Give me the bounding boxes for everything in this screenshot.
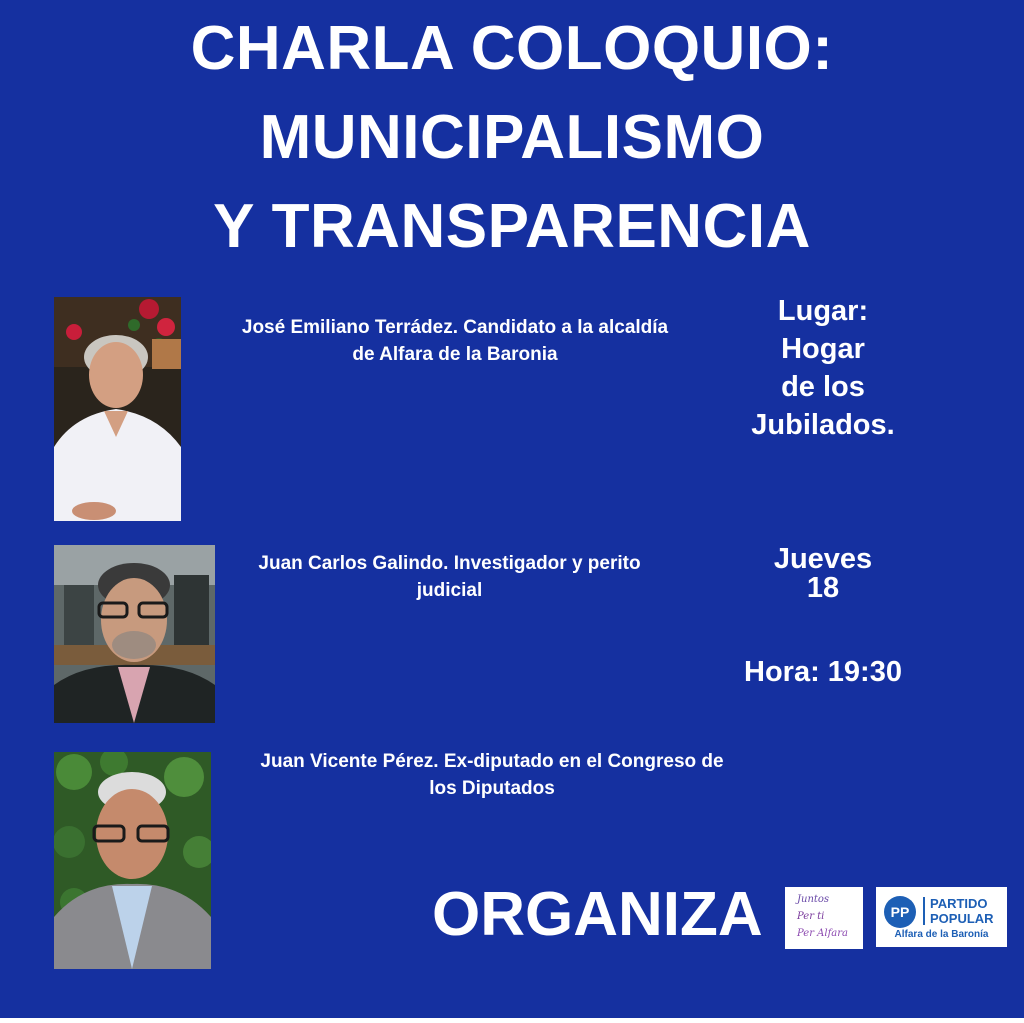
speaker-3-line-2: los Diputados	[429, 778, 555, 799]
place-line-1: Hogar	[781, 333, 865, 365]
title-line-3: Y TRANSPARENCIA	[213, 192, 811, 261]
title-line-2: MUNICIPALISMO	[259, 103, 765, 172]
organiza-label: ORGANIZA	[432, 880, 763, 949]
pp-name-line-1: PARTIDO	[930, 896, 988, 911]
event-place	[723, 292, 923, 444]
speaker-3-line-1: Juan Vicente Pérez. Ex-diputado en el Congreso de	[260, 751, 724, 772]
pp-subtitle: Alfara de la Baronía	[894, 929, 989, 940]
event-date-number: 18	[806, 572, 840, 604]
speaker-1-photo	[54, 297, 181, 521]
place-line-2: de los	[781, 371, 865, 403]
place-label: Lugar:	[777, 295, 869, 327]
speaker-2-caption	[222, 550, 677, 604]
place-line-3: Jubilados.	[751, 409, 895, 441]
partido-popular-logo	[876, 887, 1007, 947]
event-day: Jueves	[773, 543, 873, 575]
juntos-logo-line-3: Per Alfara	[797, 928, 848, 939]
juntos-logo-line-1: Juntos	[797, 894, 830, 905]
pp-divider	[923, 897, 925, 925]
title-line-1: CHARLA COLOQUIO:	[190, 14, 834, 83]
speaker-3-photo	[54, 752, 211, 969]
speaker-1-line-1: José Emiliano Terrádez. Candidato a la alcaldía	[241, 317, 669, 338]
speaker-2-line-2: judicial	[416, 580, 483, 601]
speaker-2-photo	[54, 545, 215, 723]
speaker-1-line-2: de Alfara de la Baronia	[352, 344, 558, 365]
juntos-logo	[785, 887, 863, 949]
pp-name-line-2: POPULAR	[930, 911, 994, 926]
speaker-3-caption	[218, 748, 766, 802]
speaker-1-caption	[190, 314, 720, 368]
pp-name	[930, 896, 994, 926]
event-date	[723, 545, 923, 603]
event-time: Hora: 19:30	[744, 656, 902, 688]
juntos-logo-line-2: Per ti	[797, 911, 825, 922]
speaker-2-line-1: Juan Carlos Galindo. Investigador y perito	[258, 553, 641, 574]
pp-mark-icon: PP	[884, 896, 916, 928]
